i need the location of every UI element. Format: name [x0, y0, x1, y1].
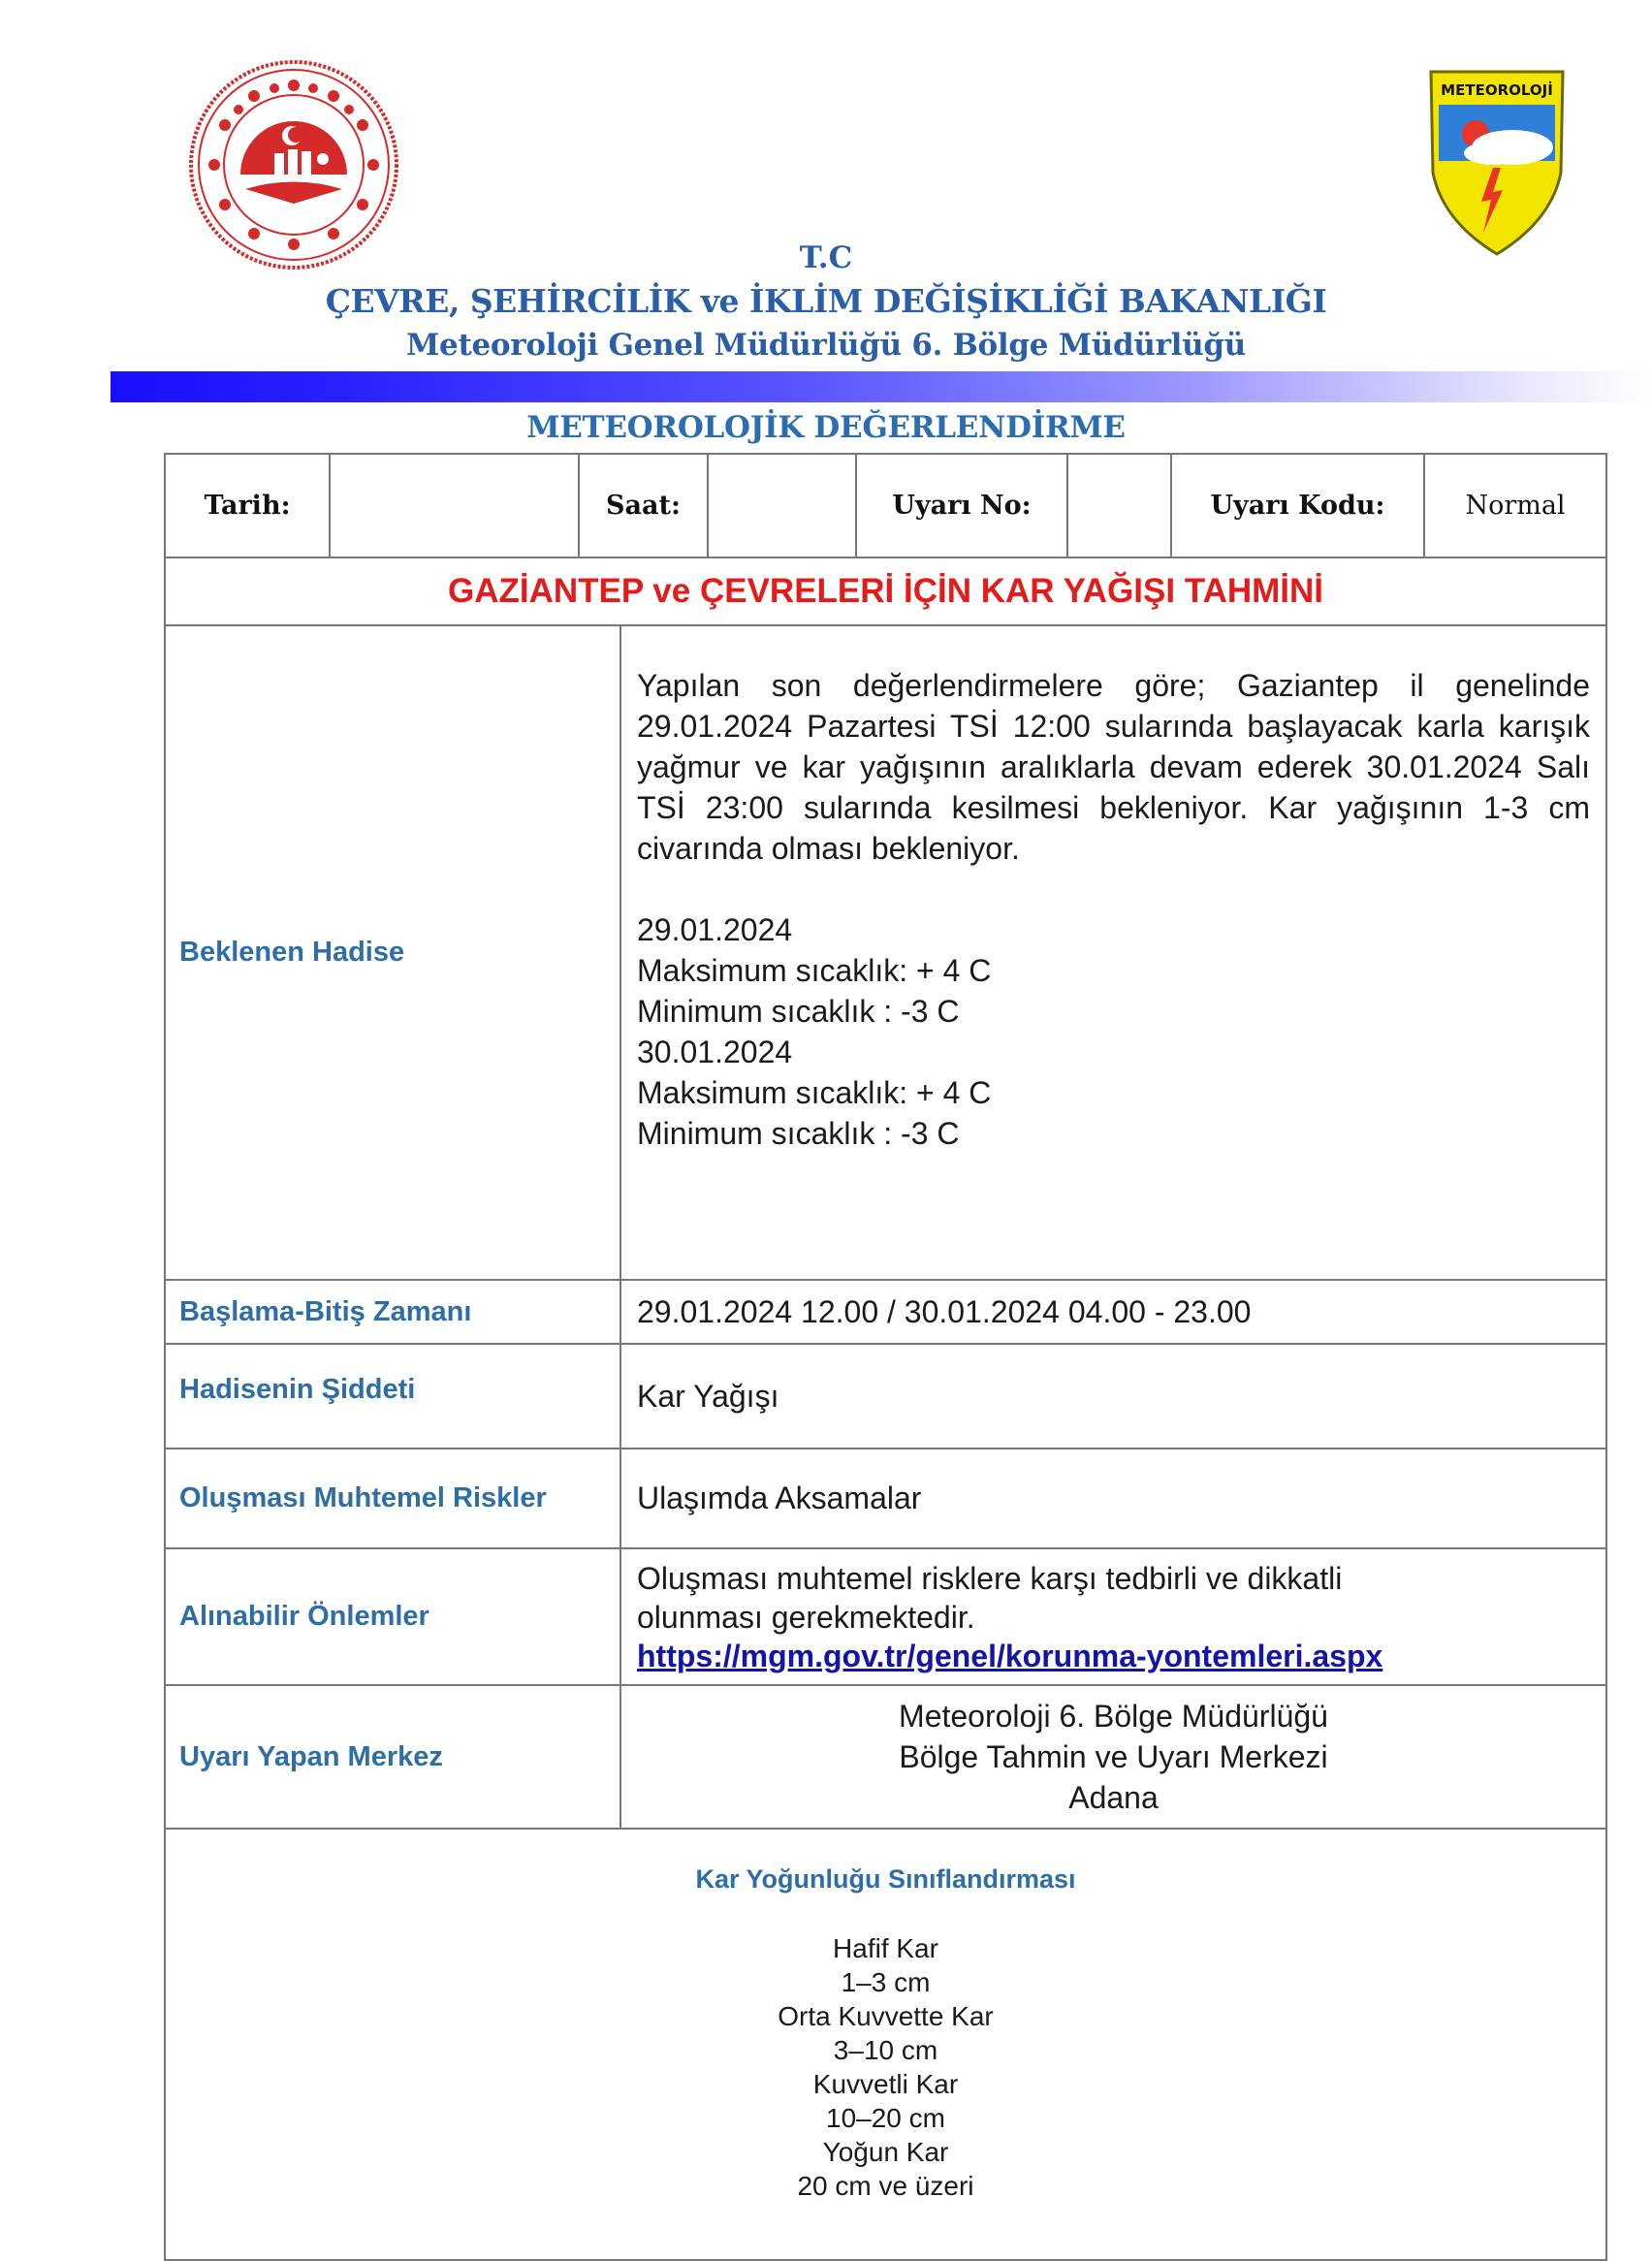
riskler-value: Ulaşımda Aksamalar	[637, 1481, 922, 1515]
row-beklenen-hadise	[166, 626, 1605, 1281]
day2-date: 30.01.2024	[637, 1035, 793, 1069]
classification-list	[166, 1931, 1605, 2203]
class-1-range: 1–3 cm	[841, 1967, 931, 1997]
meta-row	[166, 455, 1605, 558]
row-merkez	[166, 1686, 1605, 1830]
class-3-name: Kuvvetli Kar	[812, 2069, 959, 2099]
header-gradient-bar	[111, 371, 1652, 402]
day2-max-temp: Maksimum sıcaklık: + 4 C	[637, 1075, 992, 1110]
merkez-label: Uyarı Yapan Merkez	[166, 1686, 621, 1828]
baslama-bitis-value: 29.01.2024 12.00 / 30.01.2024 04.00 - 23.00	[637, 1293, 1252, 1329]
uyari-kodu-label: Uyarı Kodu:	[1172, 455, 1425, 557]
saat-value	[709, 455, 857, 557]
row-riskler	[166, 1449, 1605, 1549]
uyari-no-label: Uyarı No:	[857, 455, 1068, 557]
directorate-name: Meteoroloji Genel Müdürlüğü 6. Bölge Müdürlüğü	[406, 328, 1246, 363]
baslama-bitis-label: Başlama-Bitiş Zamanı	[166, 1281, 621, 1343]
meteoroloji-shield-icon	[1425, 66, 1569, 258]
uyari-no-value	[1068, 455, 1172, 557]
row-onlemler	[166, 1549, 1605, 1686]
onlemler-label: Alınabilir Önlemler	[166, 1549, 621, 1684]
day1-date: 29.01.2024	[637, 912, 793, 947]
row-baslama-bitis	[166, 1281, 1605, 1345]
classification-title: Kar Yoğunluğu Sınıflandırması	[695, 1864, 1076, 1894]
ministry-seal-icon	[187, 58, 400, 271]
tarih-value	[331, 455, 580, 557]
tarih-label: Tarih:	[166, 455, 331, 557]
merkez-line-1: Meteoroloji 6. Bölge Müdürlüğü	[899, 1699, 1328, 1734]
evaluation-table	[164, 453, 1607, 2261]
beklenen-hadise-label: Beklenen Hadise	[166, 626, 621, 1279]
class-3-range: 10–20 cm	[826, 2103, 945, 2133]
class-4-range: 20 cm ve üzeri	[797, 2171, 974, 2201]
saat-label: Saat:	[580, 455, 709, 557]
day2-min-temp: Minimum sıcaklık : -3 C	[637, 1116, 960, 1151]
class-2-range: 3–10 cm	[833, 2035, 938, 2065]
temperature-list	[637, 909, 1590, 1154]
siddet-label: Hadisenin Şiddeti	[166, 1345, 621, 1448]
beklenen-hadise-description: Yapılan son değerlendirmelere göre; Gaziantep il genelinde 29.01.2024 Pazartesi TSİ 12:00 sularında başlayacak karla karışık yağmur ve kar yağışının aralıklarla devam ederek 30.01.2024 Salı TSİ 23:00 sularında kesilmesi bekleniyor. Kar yağışının 1-3 cm civarında olması bekleniyor.	[637, 668, 1590, 866]
ministry-seal-logo	[187, 58, 400, 271]
day1-min-temp: Minimum sıcaklık : -3 C	[637, 994, 960, 1029]
snow-classification-box	[166, 1830, 1605, 2259]
merkez-line-3: Adana	[1068, 1780, 1159, 1815]
document-title: METEOROLOJİK DEĞERLENDİRME	[526, 410, 1126, 445]
meteoroloji-shield-logo	[1425, 66, 1569, 258]
svg-text:METEOROLOJİ: METEOROLOJİ	[1441, 81, 1553, 99]
uyari-kodu-value: Normal	[1465, 491, 1566, 521]
class-4-name: Yoğun Kar	[822, 2137, 949, 2167]
forecast-title: GAZİANTEP ve ÇEVRELERİ İÇİN KAR YAĞIŞI TAHMİNİ	[166, 558, 1605, 626]
class-2-name: Orta Kuvvette Kar	[778, 2001, 994, 2031]
row-siddet	[166, 1345, 1605, 1449]
merkez-line-2: Bölge Tahmin ve Uyarı Merkezi	[899, 1739, 1328, 1774]
onlemler-text: Oluşması muhtemel risklere karşı tedbirli ve dikkatli olunması gerekmektedir.	[637, 1560, 1343, 1635]
ministry-name: ÇEVRE, ŞEHİRCİLİK ve İKLİM DEĞİŞİKLİĞİ BAKANLIĞI	[325, 282, 1327, 320]
class-1-name: Hafif Kar	[833, 1933, 938, 1963]
header-tc: T.C	[799, 240, 853, 275]
korunma-yontemleri-link[interactable]: https://mgm.gov.tr/genel/korunma-yontemleri.aspx	[637, 1638, 1383, 1673]
siddet-value: Kar Yağışı	[637, 1378, 779, 1414]
day1-max-temp: Maksimum sıcaklık: + 4 C	[637, 953, 992, 988]
riskler-label: Oluşması Muhtemel Riskler	[166, 1449, 621, 1547]
